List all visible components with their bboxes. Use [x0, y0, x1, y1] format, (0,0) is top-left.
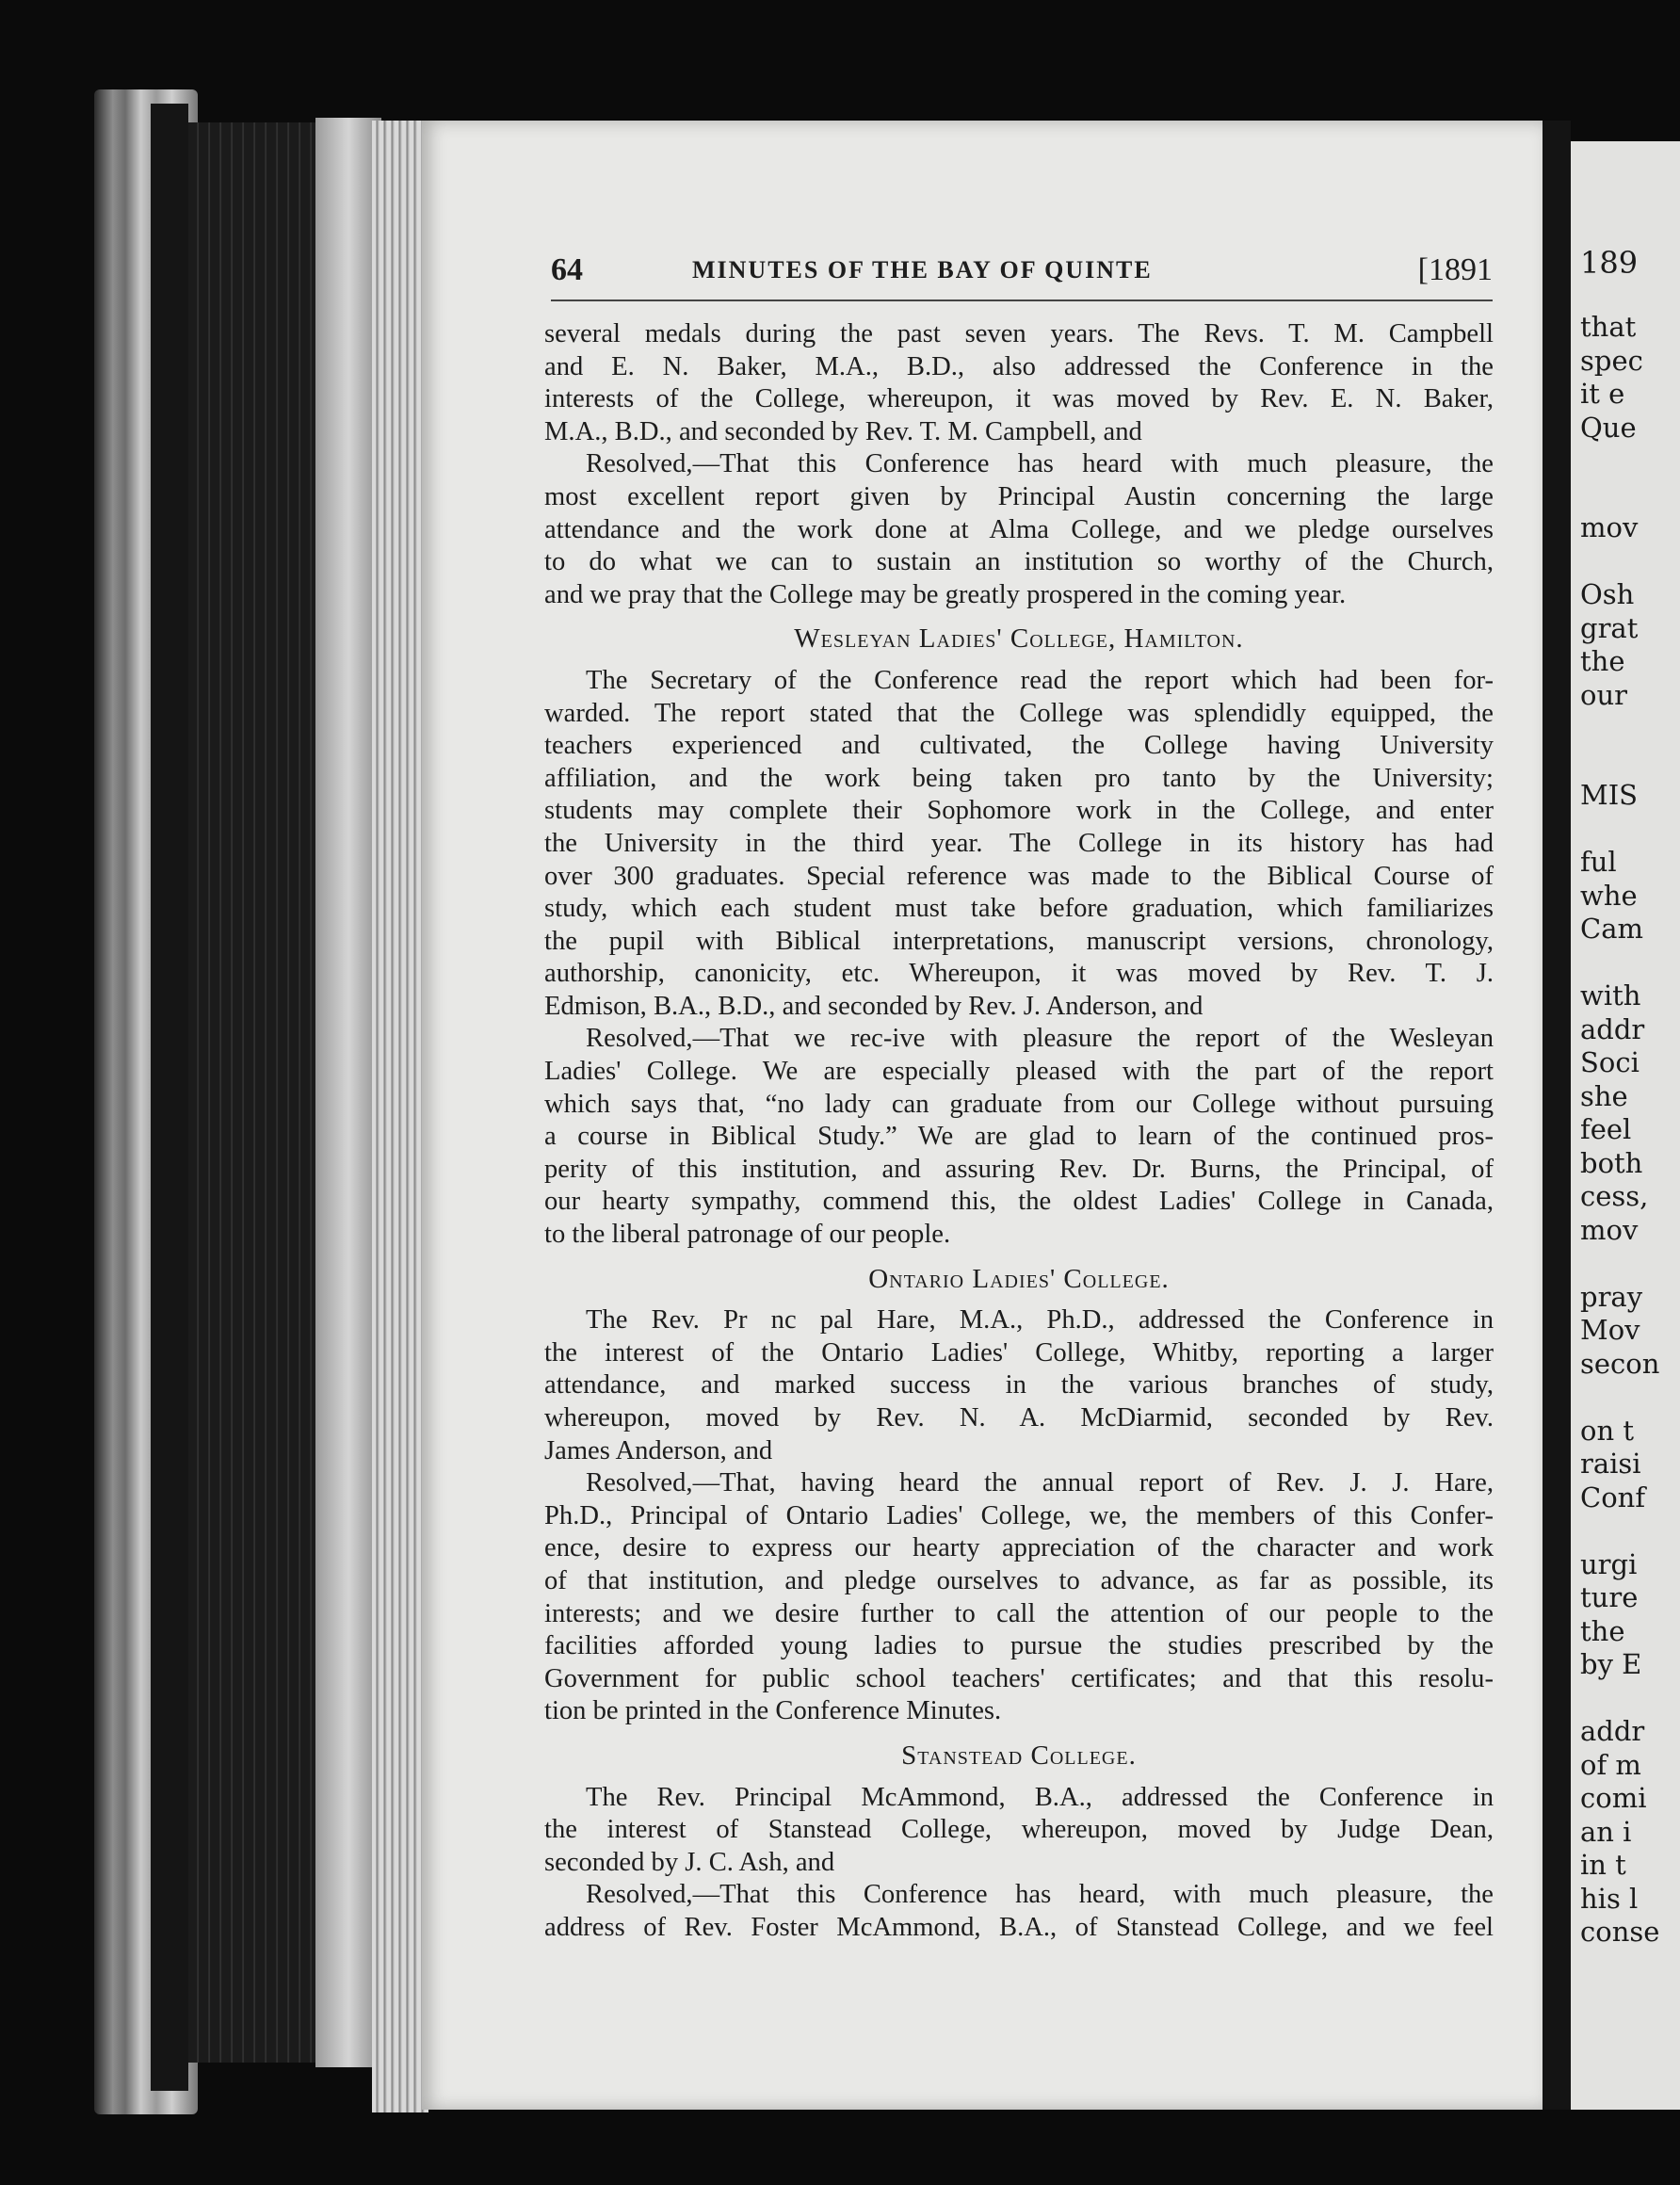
section-heading-ontario: Ontario Ladies' College.: [868, 1263, 1170, 1294]
text-line: interests of the College, whereupon, it was moved by Rev. E. N. Baker,: [544, 384, 1494, 414]
binding-shadow: [1543, 121, 1571, 2110]
text-line: the University in the third year. The College in its history has had: [544, 828, 1494, 858]
facing-page-line: MIS: [1580, 779, 1639, 811]
text-line: the pupil with Biblical interpretations, manuscript versions, chronology,: [544, 926, 1494, 956]
section-heading-wesleyan: Wesleyan Ladies' College, Hamilton.: [794, 623, 1244, 655]
text-line: which says that, “no lady can graduate from our College without pursuing: [544, 1089, 1494, 1119]
text-line: The Secretary of the Conference read the report which had been for-: [586, 665, 1494, 695]
facing-page-line: addr: [1580, 1715, 1645, 1747]
facing-page-line: spec: [1580, 344, 1643, 377]
text-line: the interest of Stanstead College, whereupon, moved by Judge Dean,: [544, 1815, 1494, 1845]
facing-page-line: both: [1580, 1146, 1643, 1179]
text-line: Resolved,—That we rec-ive with pleasure the report of the Wesleyan: [586, 1024, 1494, 1054]
facing-page-line: she: [1580, 1079, 1628, 1112]
facing-page-line: grat: [1580, 611, 1639, 644]
text-line: address of Rev. Foster McAmmond, B.A., of Stanstead College, and we feel: [544, 1912, 1494, 1942]
facing-page-line: in t: [1580, 1849, 1626, 1881]
text-line: Resolved,—That this Conference has heard, with much pleasure, the: [586, 1880, 1494, 1910]
text-line: our hearty sympathy, commend this, the oldest Ladies' College in Canada,: [544, 1187, 1494, 1217]
facing-page-line: secon: [1580, 1347, 1660, 1380]
page-number: 64: [551, 252, 583, 287]
text-line: whereupon, moved by Rev. N. A. McDiarmid, seconded by Rev.: [544, 1403, 1494, 1432]
facing-page-line: his l: [1580, 1882, 1639, 1915]
header-rule: [551, 299, 1493, 301]
text-line: The Rev. Principal McAmmond, B.A., addressed the Conference in: [586, 1782, 1494, 1812]
facing-page-line: mov: [1580, 1213, 1639, 1246]
text-line: Resolved,—That this Conference has heard with much pleasure, the: [586, 449, 1494, 479]
facing-page-line: an i: [1580, 1815, 1632, 1848]
text-line: students may complete their Sophomore work in the College, and enter: [544, 796, 1494, 826]
facing-page-line: pray: [1580, 1280, 1643, 1313]
running-title: MINUTES OF THE BAY OF QUINTE: [692, 256, 1153, 283]
facing-page-line: mov: [1580, 511, 1639, 543]
text-line: study, which each student must take before graduation, which familiarizes: [544, 894, 1494, 924]
text-line: tion be printed in the Conference Minutes.: [544, 1696, 1002, 1726]
text-line: and we pray that the College may be greatly prospered in the coming year.: [544, 579, 1347, 609]
text-line: The Rev. Pr nc pal Hare, M.A., Ph.D., addressed the Conference in: [586, 1305, 1494, 1335]
text-line: warded. The report stated that the College was splendidly equipped, the: [544, 698, 1494, 728]
facing-page-line: Osh: [1580, 578, 1635, 610]
paragraph-stanstead-resolution: [544, 1879, 1494, 1944]
book-spine-shadow: [151, 104, 188, 2091]
text-line: attendance, and marked success in the various branches of study,: [544, 1370, 1494, 1400]
facing-page-line: addr: [1580, 1012, 1645, 1045]
facing-page-line: it e: [1580, 378, 1625, 410]
facing-page-line: conse: [1580, 1916, 1660, 1948]
text-line: most excellent report given by Principal Austin concerning the large: [544, 481, 1494, 511]
text-line: a course in Biblical Study.” We are glad to learn of the continued pros-: [544, 1122, 1494, 1152]
text-line: facilities afforded young ladies to pursue the studies prescribed by the: [544, 1631, 1494, 1661]
paragraph-ontario-resolution: [544, 1467, 1494, 1728]
text-line: affiliation, and the work being taken pro tanto by the University;: [544, 763, 1494, 793]
text-line: Resolved,—That, having heard the annual report of Rev. J. J. Hare,: [586, 1468, 1494, 1498]
text-line: ence, desire to express our hearty appreciation of the character and work: [544, 1533, 1494, 1563]
paragraph-alma-continued: [544, 318, 1494, 448]
paragraph-alma-resolution: [544, 448, 1494, 611]
facing-page-line: Mov: [1580, 1314, 1640, 1346]
facing-page-line: Que: [1580, 411, 1637, 444]
text-line: James Anderson, and: [544, 1435, 773, 1465]
body-text: [544, 318, 1494, 1945]
text-line: authorship, canonicity, etc. Whereupon, it was moved by Rev. T. J.: [544, 959, 1494, 989]
text-line: Edmison, B.A., B.D., and seconded by Rev. J. Anderson, and: [544, 991, 1203, 1021]
facing-page-line: our: [1580, 678, 1627, 711]
facing-page-line: the: [1580, 1614, 1625, 1647]
facing-page-line: urgi: [1580, 1547, 1638, 1580]
text-line: Ph.D., Principal of Ontario Ladies' College, we, the members of this Confer-: [544, 1500, 1494, 1530]
text-line: Government for public school teachers' certificates; and that this resolu-: [544, 1663, 1494, 1693]
facing-page-line: that: [1580, 311, 1637, 343]
facing-page-header: 189: [1580, 245, 1639, 281]
facing-page-line: Soci: [1580, 1046, 1640, 1078]
text-line: interests; and we desire further to call the attention of our people to the: [544, 1598, 1494, 1628]
paragraph-wesleyan-resolution: [544, 1023, 1494, 1251]
text-line: the interest of the Ontario Ladies' College, Whitby, reporting a larger: [544, 1337, 1494, 1368]
facing-page-line: of m: [1580, 1748, 1641, 1781]
paragraph-ontario-report: [544, 1304, 1494, 1467]
text-line: several medals during the past seven years. The Revs. T. M. Campbell: [544, 319, 1494, 348]
text-line: of that institution, and pledge ourselves to advance, as far as possible, its: [544, 1565, 1494, 1595]
facing-page-fragment: [1571, 141, 1680, 2110]
text-line: perity of this institution, and assuring Rev. Dr. Burns, the Principal, of: [544, 1154, 1494, 1184]
section-heading-stanstead: Stanstead College.: [901, 1740, 1137, 1771]
facing-page-line: Conf: [1580, 1481, 1646, 1513]
text-line: over 300 graduates. Special reference was made to the Biblical Course of: [544, 861, 1494, 891]
facing-page-line: comi: [1580, 1782, 1647, 1814]
facing-page-line: raisi: [1580, 1448, 1641, 1480]
text-line: and E. N. Baker, M.A., B.D., also addressed the Conference in the: [544, 351, 1494, 381]
facing-page-line: on t: [1580, 1414, 1635, 1447]
text-line: teachers experienced and cultivated, the College having University: [544, 731, 1494, 761]
text-line: Ladies' College. We are especially pleased with the part of the report: [544, 1057, 1494, 1087]
text-line: M.A., B.D., and seconded by Rev. T. M. Campbell, and: [544, 416, 1142, 446]
facing-page-line: Cam: [1580, 913, 1643, 945]
page-header: [551, 252, 1493, 290]
text-line: attendance and the work done at Alma College, and we pledge ourselves: [544, 514, 1494, 544]
text-line: seconded by J. C. Ash, and: [544, 1847, 835, 1877]
page-gutter: [372, 121, 428, 2112]
facing-page-line: ture: [1580, 1581, 1639, 1613]
page-year: [1891: [1417, 252, 1493, 287]
facing-page-line: cess,: [1580, 1180, 1649, 1212]
text-line: to the liberal patronage of our people.: [544, 1220, 951, 1250]
facing-page-line: feel: [1580, 1113, 1632, 1145]
facing-page-line: ful: [1580, 846, 1617, 878]
facing-page-line: with: [1580, 979, 1641, 1012]
paragraph-stanstead-report: [544, 1782, 1494, 1880]
facing-page-line: by E: [1580, 1648, 1642, 1680]
facing-page-line: the: [1580, 645, 1625, 677]
paragraph-wesleyan-report: [544, 665, 1494, 1024]
text-line: to do what we can to sustain an institution so worthy of the Church,: [544, 547, 1494, 577]
facing-page-line: whe: [1580, 879, 1638, 912]
